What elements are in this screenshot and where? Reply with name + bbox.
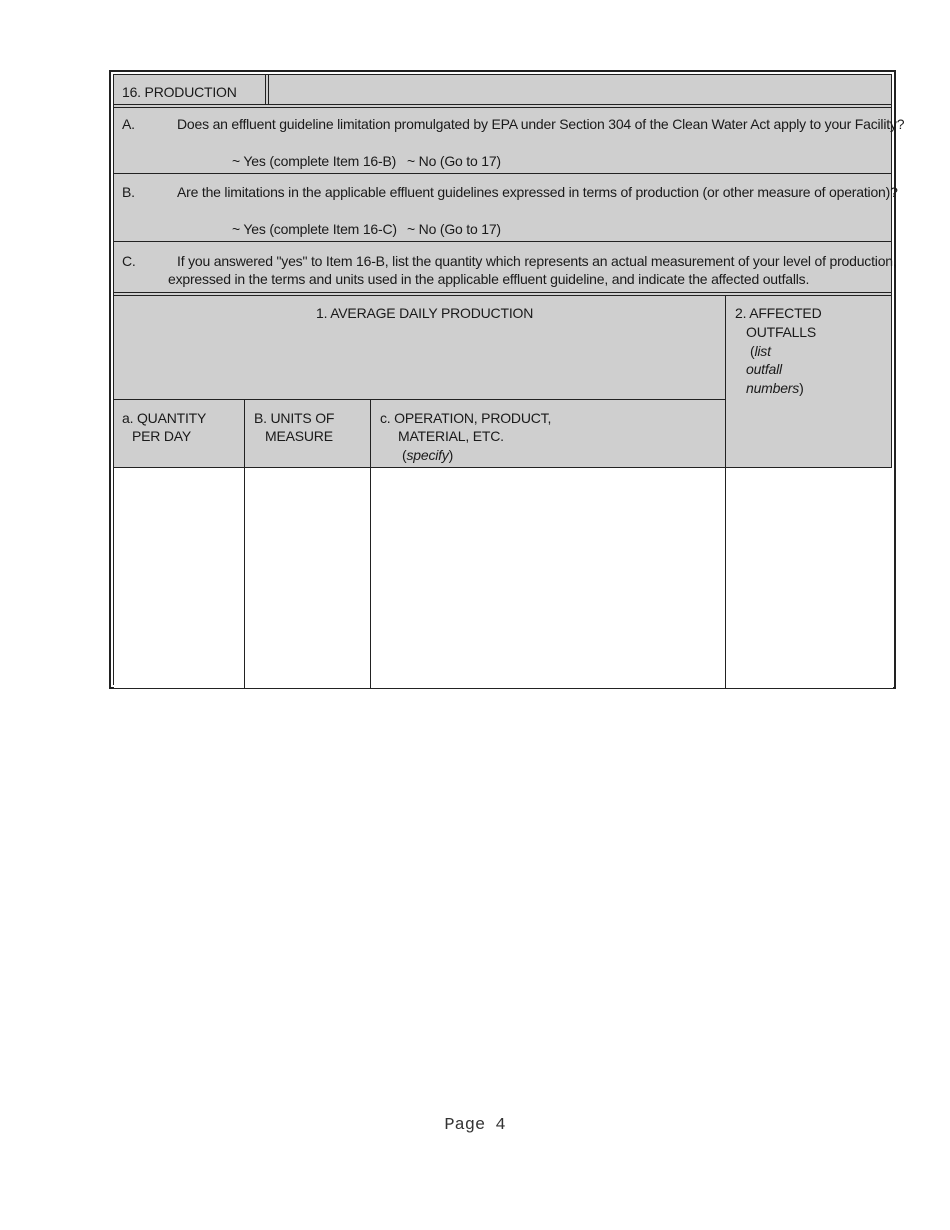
question-a-yes-option[interactable]: ~ Yes (complete Item 16-B) <box>232 153 397 169</box>
subheader-rule <box>114 399 726 400</box>
question-c-text-line1: If you answered "yes" to Item 16-B, list the quantity which represents an actual measurement of your level of production, <box>177 253 897 269</box>
question-b-rule <box>114 241 891 242</box>
question-a-label: A. <box>122 116 135 132</box>
affected-outfalls-header-line4: outfall <box>746 361 782 377</box>
production-form <box>109 70 905 689</box>
average-daily-production-header: 1. AVERAGE DAILY PRODUCTION <box>316 305 534 321</box>
column-b-header-line2: MEASURE <box>265 428 333 444</box>
question-b-yes-option[interactable]: ~ Yes (complete Item 16-C) <box>232 221 397 237</box>
question-c-label: C. <box>122 253 136 269</box>
column-c-header-line3: (specify) <box>402 447 454 463</box>
column-b-header-line1: B. UNITS OF <box>254 410 335 426</box>
affected-outfalls-header-line1: 2. AFFECTED <box>735 305 822 321</box>
question-b-text: Are the limitations in the applicable effluent guidelines expressed in terms of production (or other measure of operation)? <box>177 184 898 200</box>
column-a-header-line2: PER DAY <box>132 428 192 444</box>
affected-outfalls-entry[interactable] <box>726 468 893 688</box>
section-title-rule <box>114 104 891 108</box>
question-b-no-option[interactable]: ~ No (Go to 17) <box>407 221 501 237</box>
page-number: Page 4 <box>444 1116 506 1135</box>
question-b-label: B. <box>122 184 135 200</box>
column-c-header-line2: MATERIAL, ETC. <box>398 428 504 444</box>
question-a-rule <box>114 173 891 174</box>
column-a-header-line1: a. QUANTITY <box>122 410 207 426</box>
question-a-no-option[interactable]: ~ No (Go to 17) <box>407 153 501 169</box>
question-a-text: Does an effluent guideline limitation promulgated by EPA under Section 304 of the Clean Water Act apply to your Facility? <box>177 116 905 132</box>
quantity-per-day-entry[interactable] <box>114 468 244 688</box>
title-divider-inner <box>268 75 269 105</box>
affected-outfalls-header-line3: (list <box>750 343 771 359</box>
question-c-rule <box>114 292 891 296</box>
production-form-body <box>113 74 905 685</box>
affected-outfalls-header-line2: OUTFALLS <box>746 324 816 340</box>
units-of-measure-entry[interactable] <box>245 468 370 688</box>
question-c-text-line2: expressed in the terms and units used in the applicable effluent guideline, and indicate the affected outfalls. <box>168 271 810 287</box>
section-title: 16. PRODUCTION <box>122 84 237 100</box>
column-c-header-line1: c. OPERATION, PRODUCT, <box>380 410 552 426</box>
title-divider <box>265 75 266 105</box>
operation-product-entry[interactable] <box>371 468 725 688</box>
affected-outfalls-header-line5: numbers) <box>746 380 804 396</box>
